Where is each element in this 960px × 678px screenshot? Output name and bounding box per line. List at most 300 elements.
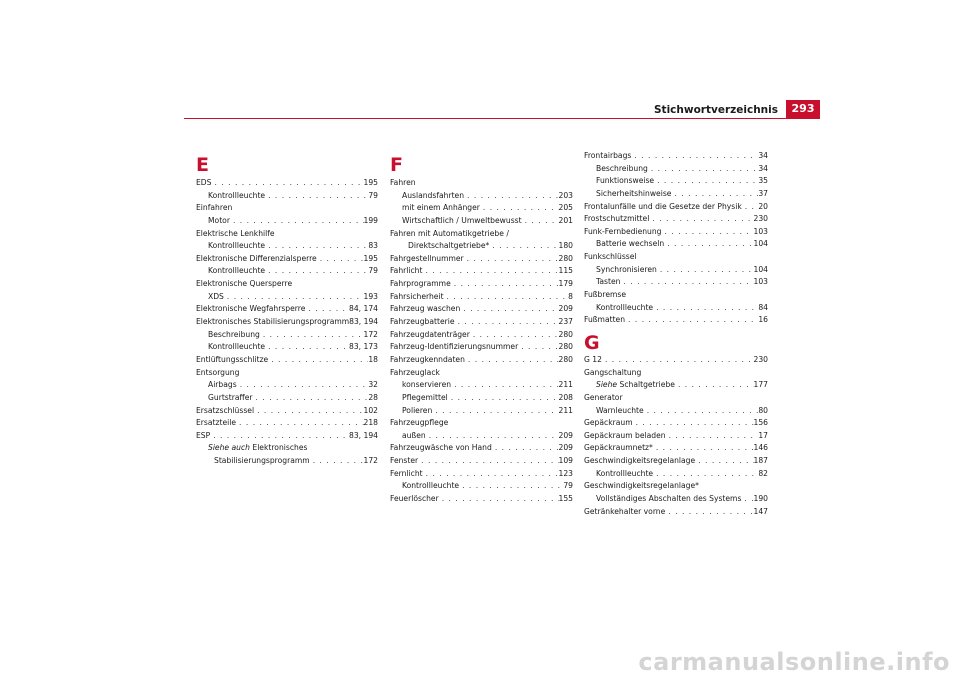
page-reference: 211 <box>558 380 573 390</box>
entry-term <box>196 253 317 266</box>
entry-term-text: Fahrzeugwäsche von Hand <box>390 443 492 453</box>
entry-term-text: Fußbremse <box>584 290 627 300</box>
index-entry <box>390 455 573 468</box>
entry-term <box>390 493 439 506</box>
page-reference: 179 <box>558 279 573 289</box>
dot-leader <box>305 303 349 316</box>
index-subentry <box>584 468 768 481</box>
index-entry <box>390 468 573 481</box>
entry-term <box>390 442 492 455</box>
dot-leader <box>741 493 753 506</box>
see-reference: Siehe <box>596 380 618 390</box>
index-entry <box>196 253 378 266</box>
index-subentry <box>196 455 378 468</box>
entry-term-text: Kontrollleuchte <box>208 190 266 200</box>
dot-leader <box>253 392 369 405</box>
page-reference: 280 <box>558 329 573 339</box>
entry-term-text: Stabilisierungsprogramm <box>214 456 310 466</box>
entry-term <box>390 253 464 266</box>
index-subentry <box>584 175 768 188</box>
dot-leader <box>260 329 364 342</box>
page-reference: 280 <box>558 253 573 263</box>
page-reference: 37 <box>758 188 768 198</box>
entry-term <box>402 392 448 405</box>
index-entry <box>196 228 378 241</box>
entry-term-text: Beschreibung <box>596 163 648 173</box>
entry-term <box>584 506 665 519</box>
index-entry <box>390 316 573 329</box>
dot-leader <box>460 303 558 316</box>
page-reference: 28 <box>368 392 378 402</box>
dot-leader <box>662 226 754 239</box>
index-entry <box>584 392 768 405</box>
entry-term <box>390 291 444 304</box>
entry-term <box>402 190 464 203</box>
entry-term-text: Wirtschaftlich / Umweltbewusst <box>402 215 522 225</box>
dot-leader <box>649 213 753 226</box>
dot-leader <box>317 253 364 266</box>
page-reference: 79 <box>563 481 573 491</box>
entry-term-text: Gepäckraumnetz* <box>584 443 653 453</box>
index-entry <box>584 226 768 239</box>
entry-term <box>390 303 460 316</box>
index-entry <box>584 213 768 226</box>
entry-term <box>390 329 470 342</box>
entry-term <box>402 480 459 493</box>
entry-term-text: Frontalunfälle und die Gesetze der Physik <box>584 201 742 211</box>
dot-leader <box>648 163 758 176</box>
dot-leader <box>633 417 754 430</box>
index-column-2 <box>390 150 573 506</box>
entry-term <box>390 367 440 380</box>
entry-term <box>584 417 633 430</box>
entry-term <box>596 238 664 251</box>
entry-term-text: Airbags <box>208 380 237 390</box>
dot-leader <box>657 264 754 277</box>
entry-term-text: Frontairbags <box>584 151 632 160</box>
entry-term <box>390 316 455 329</box>
entry-term-text: Elektronisches <box>252 443 308 453</box>
page-reference: 209 <box>558 430 573 440</box>
page-reference: 209 <box>558 304 573 314</box>
index-subentry <box>584 276 768 289</box>
entry-term-text: Funk-Fernbedienung <box>584 226 662 236</box>
entry-term <box>402 379 451 392</box>
index-entry <box>196 202 378 215</box>
entry-term <box>584 367 641 380</box>
index-entry <box>196 278 378 291</box>
index-entry <box>584 480 768 493</box>
page-reference: 230 <box>753 214 768 224</box>
dot-leader <box>464 253 559 266</box>
index-entry <box>196 367 378 380</box>
page-reference: 83, 173 <box>349 342 378 352</box>
page-reference: 193 <box>363 291 378 301</box>
entry-term <box>196 303 305 316</box>
dot-leader <box>265 240 368 253</box>
entry-term-text: Fahren <box>390 178 416 187</box>
index-entry <box>584 354 768 367</box>
entry-term-text: Polieren <box>402 405 433 415</box>
entry-term <box>402 405 432 418</box>
page-reference: 84, 174 <box>349 304 378 314</box>
dot-leader <box>455 316 559 329</box>
entry-term-text: Direktschaltgetriebe* <box>408 241 490 251</box>
entry-term <box>390 177 416 190</box>
dot-leader <box>224 291 364 304</box>
entry-term <box>208 442 307 455</box>
page-reference: 20 <box>758 201 768 211</box>
entry-term <box>390 417 448 430</box>
entry-term-text: Fernlicht <box>390 468 423 478</box>
index-entry <box>196 417 378 430</box>
entry-term-text: Batterie wechseln <box>596 239 665 249</box>
index-subentry <box>584 163 768 176</box>
dot-leader <box>432 405 558 418</box>
page-reference: 104 <box>753 239 768 249</box>
page-reference: 18 <box>368 354 378 364</box>
dot-leader <box>459 480 563 493</box>
entry-term-text: Ersatzteile <box>196 418 237 428</box>
entry-term-text: Gepäckraum <box>584 418 633 428</box>
entry-term <box>596 163 648 176</box>
page-reference: 146 <box>753 443 768 453</box>
entry-term-text: Fahrzeugdatenträger <box>390 329 470 339</box>
dot-leader <box>480 202 559 215</box>
entry-term-text: außen <box>402 430 426 440</box>
entry-term <box>196 278 292 291</box>
page-reference: 123 <box>558 468 573 478</box>
entry-term <box>584 150 631 163</box>
entry-term-text: Tasten <box>596 277 621 287</box>
entry-term-text: XDS <box>208 291 224 301</box>
index-entry <box>390 367 573 380</box>
index-subentry <box>390 379 573 392</box>
entry-term-text: Fahrgestellnummer <box>390 253 464 263</box>
entry-term <box>390 265 422 278</box>
page-reference: 280 <box>558 342 573 352</box>
entry-term <box>596 493 741 506</box>
dot-leader <box>518 341 558 354</box>
page-reference: 190 <box>753 494 768 504</box>
index-entry <box>196 316 378 329</box>
dot-leader <box>695 455 753 468</box>
dot-leader <box>268 354 368 367</box>
dot-leader <box>654 175 758 188</box>
page-reference: 104 <box>753 264 768 274</box>
page-reference: 180 <box>558 241 573 251</box>
dot-leader <box>211 177 363 190</box>
index-entry <box>390 278 573 291</box>
page-reference: 205 <box>558 203 573 213</box>
index-subentry <box>390 405 573 418</box>
page-reference: 172 <box>363 329 378 339</box>
entry-term <box>584 392 623 405</box>
watermark-text[interactable]: carmanualsonline.info <box>638 648 950 676</box>
dot-leader <box>444 291 569 304</box>
dot-leader <box>653 442 754 455</box>
page-reference: 172 <box>363 456 378 466</box>
entry-term-text: Kontrollleuchte <box>596 468 654 478</box>
index-entry <box>196 177 378 190</box>
page-reference: 8 <box>568 291 573 301</box>
entry-term-text: Kontrollleuchte <box>208 266 266 276</box>
index-column-1 <box>196 150 378 468</box>
dot-leader <box>489 240 558 253</box>
page-reference: 84 <box>758 302 768 312</box>
entry-term <box>390 341 518 354</box>
page-reference: 201 <box>558 215 573 225</box>
entry-term-text: Pflegemittel <box>402 392 448 402</box>
entry-term-text: Fahrzeugkenndaten <box>390 354 465 364</box>
index-column-3 <box>584 150 768 518</box>
entry-term <box>584 201 742 214</box>
entry-term <box>208 215 230 228</box>
entry-term-text: Fahrlicht <box>390 266 423 276</box>
dot-leader <box>465 354 559 367</box>
entry-term-text: EDS <box>196 178 212 187</box>
entry-term <box>584 480 699 493</box>
index-subentry <box>196 379 378 392</box>
dot-leader <box>448 392 559 405</box>
entry-term-text: Ersatzschlüssel <box>196 405 255 415</box>
entry-term-text: Kontrollleuchte <box>596 302 654 312</box>
dot-leader <box>470 329 559 342</box>
entry-term <box>584 442 653 455</box>
index-subentry <box>584 302 768 315</box>
index-entry <box>390 177 573 190</box>
dot-leader <box>210 430 349 443</box>
index-subentry <box>584 493 768 506</box>
entry-term-text: Motor <box>208 215 230 225</box>
index-subentry <box>390 190 573 203</box>
index-subentry <box>584 264 768 277</box>
entry-term <box>196 367 239 380</box>
entry-term-text: Feuerlöscher <box>390 494 439 504</box>
dot-leader <box>265 265 368 278</box>
entry-term <box>402 430 426 443</box>
entry-term-text: Fahrzeugpflege <box>390 418 449 428</box>
entry-term <box>196 177 211 190</box>
dot-leader <box>644 405 759 418</box>
entry-term-text: Vollständiges Abschalten des Systems <box>596 494 742 504</box>
entry-term-text: Fahrzeug-Identifizierungsnummer <box>390 342 519 352</box>
entry-term <box>402 215 522 228</box>
dot-leader <box>451 379 558 392</box>
index-entry <box>584 314 768 327</box>
index-subentry <box>584 238 768 251</box>
page-reference: 35 <box>758 176 768 186</box>
index-subentry <box>196 190 378 203</box>
entry-term <box>390 354 465 367</box>
page-reference: 102 <box>363 405 378 415</box>
entry-term <box>390 455 418 468</box>
page-reference: 203 <box>558 190 573 200</box>
entry-term-text: konservieren <box>402 380 452 390</box>
index-letter-heading: F <box>390 154 403 176</box>
entry-term-text: Funktionsweise <box>596 176 655 186</box>
page-reference: 147 <box>753 506 768 516</box>
dot-leader <box>671 188 758 201</box>
entry-term-text: Fahrzeugbatterie <box>390 317 455 327</box>
dot-leader <box>664 238 753 251</box>
entry-term-text: Schaltgetriebe <box>619 380 675 390</box>
index-entry <box>196 354 378 367</box>
entry-term <box>214 455 310 468</box>
index-entry <box>584 150 768 163</box>
page-reference: 79 <box>368 266 378 276</box>
entry-term-text: Entlüftungsschlitze <box>196 354 269 364</box>
entry-term <box>196 405 254 418</box>
entry-term <box>390 278 451 291</box>
index-entry <box>196 303 378 316</box>
index-entry <box>584 442 768 455</box>
dot-leader <box>625 314 758 327</box>
entry-term-text: Fahrsicherheit <box>390 291 444 301</box>
entry-term-text: Funkschlüssel <box>584 252 637 262</box>
entry-term <box>196 417 236 430</box>
dot-leader <box>492 442 559 455</box>
index-entry <box>390 341 573 354</box>
entry-term <box>596 468 653 481</box>
page-reference: 34 <box>758 151 768 160</box>
entry-term <box>390 468 423 481</box>
entry-term-text: Generator <box>584 392 623 402</box>
index-entry <box>390 228 573 241</box>
entry-term-text: G 12 <box>584 354 602 364</box>
dot-leader <box>665 506 753 519</box>
entry-term-text: Fahrprogramme <box>390 279 451 289</box>
page-reference: 199 <box>363 215 378 225</box>
index-entry <box>390 329 573 342</box>
page-reference: 208 <box>558 392 573 402</box>
entry-term-text: Kontrollleuchte <box>208 241 266 251</box>
entry-term <box>584 314 625 327</box>
entry-term <box>584 226 662 239</box>
page-reference: 16 <box>758 315 768 325</box>
entry-term <box>196 430 210 443</box>
index-subentry <box>390 480 573 493</box>
dot-leader <box>451 278 559 291</box>
entry-term <box>596 405 644 418</box>
index-entry <box>584 455 768 468</box>
page-reference: 156 <box>753 418 768 428</box>
entry-term-text: Warnleuchte <box>596 405 644 415</box>
dot-leader <box>418 455 558 468</box>
page-reference: 218 <box>363 418 378 428</box>
index-subentry <box>196 240 378 253</box>
entry-term <box>208 291 224 304</box>
header-divider <box>184 118 820 119</box>
entry-term-text: Elektrische Lenkhilfe <box>196 228 275 238</box>
page-reference: 211 <box>558 405 573 415</box>
entry-term-text: mit einem Anhänger <box>402 203 480 213</box>
index-entry <box>390 354 573 367</box>
entry-term <box>596 302 653 315</box>
entry-term-text: Geschwindigkeitsregelanlage <box>584 456 696 466</box>
dot-leader <box>237 379 369 392</box>
dot-leader <box>522 215 559 228</box>
index-entry <box>390 265 573 278</box>
index-entry <box>390 417 573 430</box>
entry-term-text: Gurtstraffer <box>208 392 253 402</box>
entry-term-text: Fußmatten <box>584 315 626 325</box>
index-entry <box>390 291 573 304</box>
index-entry <box>584 417 768 430</box>
page-reference: 280 <box>558 354 573 364</box>
dot-leader <box>265 341 349 354</box>
index-subentry <box>584 405 768 418</box>
index-subentry <box>196 265 378 278</box>
entry-term <box>208 392 253 405</box>
index-letter-heading: G <box>584 331 600 354</box>
entry-term-text: Frostschutzmittel <box>584 214 650 224</box>
dot-leader <box>602 354 754 367</box>
entry-term-text: Einfahren <box>196 203 233 213</box>
entry-term-text: Elektronische Wegfahrsperre <box>196 304 306 314</box>
dot-leader <box>666 430 759 443</box>
page-reference: 209 <box>558 443 573 453</box>
dot-leader <box>464 190 558 203</box>
entry-term-text: Geschwindigkeitsregelanlage* <box>584 481 699 491</box>
dot-leader <box>439 493 559 506</box>
page-reference: 115 <box>558 266 573 276</box>
entry-term-text: Sicherheitshinweise <box>596 188 672 198</box>
entry-term <box>208 329 260 342</box>
index-subentry <box>196 329 378 342</box>
page-reference: 17 <box>758 430 768 440</box>
entry-term <box>208 265 265 278</box>
index-subentry <box>196 341 378 354</box>
entry-term <box>584 455 695 468</box>
index-subentry <box>196 215 378 228</box>
entry-term <box>584 213 649 226</box>
page-reference: 109 <box>558 456 573 466</box>
index-subentry <box>196 291 378 304</box>
page-reference: 82 <box>758 468 768 478</box>
page-reference: 237 <box>558 317 573 327</box>
entry-term-text: Elektronisches Stabilisierungsprogramm <box>196 317 350 327</box>
index-entry <box>390 442 573 455</box>
index-subentry <box>390 215 573 228</box>
page-reference: 34 <box>758 163 768 173</box>
index-letter-heading: E <box>196 154 209 176</box>
page-reference: 195 <box>363 253 378 263</box>
page-number-badge: 293 <box>786 100 820 118</box>
index-subentry <box>390 392 573 405</box>
page-reference: 103 <box>753 226 768 236</box>
entry-term <box>584 289 626 302</box>
dot-leader <box>675 379 754 392</box>
index-entry <box>584 251 768 264</box>
index-entry <box>196 405 378 418</box>
entry-term <box>208 190 265 203</box>
entry-term <box>208 240 265 253</box>
page-reference: 83, 194 <box>349 317 378 327</box>
dot-leader <box>254 405 363 418</box>
entry-term <box>196 354 268 367</box>
index-subentry <box>390 202 573 215</box>
section-title: Stichwortverzeichnis <box>654 104 778 116</box>
entry-term-text: Fahrzeug waschen <box>390 304 461 314</box>
entry-term-text: Entsorgung <box>196 367 240 377</box>
entry-term <box>596 175 654 188</box>
index-entry <box>584 430 768 443</box>
entry-term <box>596 276 620 289</box>
page-reference: 177 <box>753 380 768 390</box>
dot-leader <box>653 302 758 315</box>
page-reference: 230 <box>753 354 768 364</box>
